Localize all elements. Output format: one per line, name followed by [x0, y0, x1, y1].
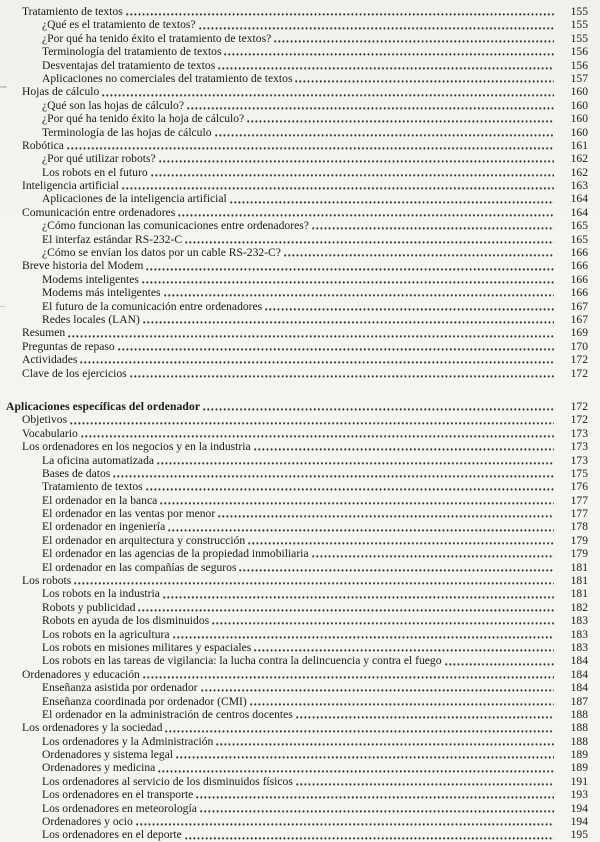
toc-entry	[4, 775, 588, 788]
toc-entry-label: Desventajas del tratamiento de textos	[42, 58, 216, 72]
toc-entry-label: El ordenador en arquitectura y construcción	[42, 533, 246, 547]
dot-leader	[274, 32, 554, 45]
toc-entry-label: Hojas de cálculo	[22, 85, 100, 99]
toc-entry-label: Inteligencia artificial	[22, 179, 119, 193]
dot-leader	[143, 668, 554, 681]
toc-entry-page: 172	[570, 353, 588, 367]
dot-leader	[284, 246, 554, 259]
toc-entry-page: 164	[570, 192, 588, 206]
toc-entry	[4, 494, 588, 507]
toc-entry-label: ¿Por qué ha tenido éxito el tratamiento de textos?	[42, 31, 272, 45]
toc-entry-label: Objetivos	[22, 413, 68, 427]
toc-entry-page: 178	[570, 520, 588, 534]
dot-leader	[158, 761, 554, 774]
dot-leader	[203, 400, 554, 413]
dot-leader	[102, 85, 554, 98]
dot-leader	[118, 340, 554, 353]
toc-entry-label: El ordenador en la administración de centros docentes	[42, 707, 293, 721]
toc-entry-label: Los robots en las tareas de vigilancia: la lucha contra la delincuencia y contra el fuego	[42, 654, 442, 668]
toc-entry-label: Vocabulario	[22, 426, 78, 440]
toc-entry-label: Los ordenadores y la sociedad	[22, 721, 163, 735]
toc-entry-page: 167	[570, 312, 588, 326]
toc-entry-label: Los robots en el futuro	[42, 165, 148, 179]
toc-entry-label: ¿Por qué utilizar robots?	[42, 152, 156, 166]
dot-leader	[146, 480, 554, 493]
toc-entry-page: 188	[570, 734, 588, 748]
toc-entry-page: 188	[570, 707, 588, 721]
dot-leader	[230, 192, 554, 205]
toc-entry-label: Ordenadores y medicina	[42, 761, 156, 775]
toc-entry-label: Robots y publicidad	[42, 600, 136, 614]
dot-leader	[295, 72, 554, 85]
toc-entry-page: 177	[570, 493, 588, 507]
toc-entry-label: Tratamiento de textos	[22, 5, 123, 18]
toc-entry-label: Aplicaciones no comerciales del tratamiento de textos	[42, 71, 293, 85]
toc-entry-page: 183	[570, 614, 588, 628]
toc-entry-page: 188	[570, 721, 588, 735]
toc-entry-page: 173	[570, 440, 588, 454]
toc-entry-page: 155	[570, 5, 588, 18]
toc-entry-label: Los robots	[22, 574, 72, 588]
toc-entry	[4, 628, 588, 641]
toc-entry-label: Los ordenadores en meteorología	[42, 801, 197, 815]
toc-entry-page: 194	[570, 815, 588, 829]
toc-entry-label: Los ordenadores y la Administración	[42, 734, 214, 748]
dot-leader	[67, 139, 554, 152]
toc-entry	[4, 300, 588, 313]
dot-leader	[146, 259, 554, 272]
toc-entry	[4, 587, 588, 600]
dot-leader	[312, 547, 554, 560]
toc-entry	[4, 641, 588, 654]
dot-leader	[215, 126, 555, 139]
toc-entry-page: 177	[570, 507, 588, 521]
dot-leader	[143, 313, 554, 326]
toc-entry-label: La oficina automatizada	[42, 453, 155, 467]
toc-entry-label: Terminología del tratamiento de textos	[42, 45, 222, 59]
toc-entry-page: 169	[570, 326, 588, 340]
toc-entry	[4, 340, 588, 353]
toc-entry-label: ¿Cómo se envían los datos por un cable RS-232-C?	[42, 246, 281, 260]
toc-entry	[4, 286, 588, 299]
toc-entry	[4, 480, 588, 493]
toc-entry	[4, 326, 588, 339]
dot-leader	[296, 775, 554, 788]
toc-entry-page: 156	[570, 45, 588, 59]
toc-entry-label: Enseñanza coordinada por ordenador (CMI)	[42, 694, 247, 708]
toc-entry	[4, 735, 588, 748]
toc-entry-page: 194	[570, 801, 588, 815]
toc-entry-page: 193	[570, 788, 588, 802]
toc-entry	[4, 507, 588, 520]
toc-entry-page: 155	[570, 18, 588, 32]
dot-leader	[250, 695, 554, 708]
toc-entry-page: 176	[570, 480, 588, 494]
toc-entry	[4, 547, 588, 560]
toc-entry-label: Bases de datos	[42, 466, 111, 480]
toc-entry-label: Tratamiento de textos	[42, 480, 143, 494]
dot-leader	[201, 681, 555, 694]
dot-leader	[178, 206, 554, 219]
toc-entry	[4, 59, 588, 72]
dot-leader	[185, 828, 554, 841]
dot-leader	[151, 166, 554, 179]
toc-entry-label: Clave de los ejercicios	[22, 366, 127, 380]
dot-leader	[136, 815, 554, 828]
toc-entry-page: 179	[570, 547, 588, 561]
toc-entry-label: Modems más inteligentes	[42, 286, 161, 300]
toc-entry-page: 184	[570, 667, 588, 681]
toc-entry-label: Breve historia del Modem	[22, 259, 144, 273]
toc-entry-label: ¿Qué es el tratamiento de textos?	[42, 18, 196, 32]
toc-entry-label: El ordenador en las ventas por menor	[42, 507, 216, 521]
dot-leader	[113, 467, 554, 480]
toc-entry-label: Aplicaciones específicas del ordenador	[6, 399, 201, 413]
dot-leader	[445, 654, 555, 667]
toc-entry-label: Los robots en la industria	[42, 587, 160, 601]
toc-entry-label: Los ordenadores al servicio de los disminuidos físicos	[42, 774, 293, 788]
toc-entry	[4, 126, 588, 139]
dot-leader	[160, 494, 554, 507]
dot-leader	[265, 300, 554, 313]
toc-entry	[4, 534, 588, 547]
dot-leader	[173, 628, 555, 641]
toc-entry-page: 173	[570, 453, 588, 467]
toc-entry-page: 173	[570, 426, 588, 440]
toc-entry	[4, 802, 588, 815]
toc-entry-label: Robots en ayuda de los disminuidos	[42, 614, 210, 628]
toc-entry	[4, 166, 588, 179]
toc-entry	[4, 72, 588, 85]
dot-leader	[74, 574, 554, 587]
dot-leader	[200, 802, 554, 815]
toc-entry-page: 160	[570, 125, 588, 139]
toc-entry-label: Enseñanza asistida por ordenador	[42, 681, 198, 695]
toc-entry	[4, 828, 588, 841]
toc-entry	[4, 367, 588, 380]
dot-leader	[164, 286, 555, 299]
dot-leader	[163, 587, 554, 600]
toc-entry	[4, 708, 588, 721]
toc-entry-page: 184	[570, 654, 588, 668]
toc-entry-page: 160	[570, 98, 588, 112]
dot-leader	[81, 427, 554, 440]
toc-entry-page: 195	[570, 828, 588, 842]
toc-entry-label: ¿Qué son las hojas de cálculo?	[42, 98, 184, 112]
toc-entry-page: 183	[570, 640, 588, 654]
toc-entry-page: 165	[570, 219, 588, 233]
toc-entry-label: Los ordenadores en el transporte	[42, 788, 194, 802]
toc-entry	[4, 45, 588, 58]
dot-leader	[80, 353, 554, 366]
dot-leader	[212, 614, 554, 627]
toc-entry-label: Modems inteligentes	[42, 272, 139, 286]
toc-entry-label: Los robots en la agricultura	[42, 627, 170, 641]
toc-entry	[4, 179, 588, 192]
dot-leader	[224, 45, 554, 58]
dot-leader	[312, 219, 554, 232]
toc-entry-label: ¿Cómo funcionan las comunicaciones entre ordenadores?	[42, 219, 309, 233]
toc-entry	[4, 152, 588, 165]
dot-leader	[68, 326, 554, 339]
toc-entry-label: Robótica	[22, 138, 64, 152]
toc-entry-page: 189	[570, 761, 588, 775]
toc-entry-page: 164	[570, 205, 588, 219]
toc-entry-label: El ordenador en ingeniería	[42, 520, 166, 534]
toc-entry	[4, 400, 588, 413]
toc-entry	[4, 413, 588, 426]
toc-entry-page: 172	[570, 413, 588, 427]
toc-entry	[4, 574, 588, 587]
toc-entry	[4, 259, 588, 272]
toc-entry	[4, 206, 588, 219]
toc-entry-page: 172	[570, 366, 588, 380]
dot-leader	[254, 641, 554, 654]
dot-leader	[165, 721, 554, 734]
toc-entry	[4, 32, 588, 45]
toc-entry-page: 167	[570, 299, 588, 313]
toc-entry-label: El futuro de la comunicación entre ordenadores	[42, 299, 263, 313]
dot-leader	[168, 520, 554, 533]
dot-leader	[239, 561, 554, 574]
dot-leader	[130, 367, 554, 380]
toc-entry	[4, 721, 588, 734]
dot-leader	[142, 273, 554, 286]
toc-entry-page: 155	[570, 31, 588, 45]
toc-entry-page: 162	[570, 165, 588, 179]
scan-artifact	[0, 86, 7, 88]
toc-entry-page: 181	[570, 587, 588, 601]
toc-entry-page: 189	[570, 748, 588, 762]
toc-entry-page: 166	[570, 286, 588, 300]
toc-entry-label: Ordenadores y ocio	[42, 815, 133, 829]
toc-entry-label: Preguntas de repaso	[22, 339, 115, 353]
toc-entry-page: 166	[570, 272, 588, 286]
dot-leader	[138, 601, 554, 614]
toc-entry	[4, 454, 588, 467]
dot-leader	[248, 534, 554, 547]
toc-entry	[4, 614, 588, 627]
toc-entry	[4, 99, 588, 112]
toc-entry-label: Resumen	[22, 326, 66, 340]
toc-entry-page: 160	[570, 85, 588, 99]
dot-leader	[199, 18, 554, 31]
toc-entry-label: ¿Por qué ha tenido éxito la hoja de cálculo?	[42, 112, 245, 126]
toc-entry-page: 182	[570, 600, 588, 614]
toc-entry-label: Actividades	[22, 353, 78, 367]
toc-entry-page: 163	[570, 179, 588, 193]
toc-entry-label: El ordenador en la banca	[42, 493, 158, 507]
toc-entry	[4, 681, 588, 694]
toc-entry	[4, 233, 588, 246]
toc-entry-page: 191	[570, 774, 588, 788]
toc-entry-label: El ordenador en las compañías de seguros	[42, 560, 237, 574]
toc-entry-page: 181	[570, 574, 588, 588]
toc-entry	[4, 219, 588, 232]
toc-entry	[4, 561, 588, 574]
toc-entry	[4, 112, 588, 125]
dot-leader	[187, 99, 554, 112]
toc-entry-page: 170	[570, 339, 588, 353]
toc-entry-label: Los ordenadores en el deporte	[42, 828, 182, 842]
toc-entry-label: Ordenadores y educación	[22, 667, 140, 681]
dot-leader	[254, 440, 554, 453]
toc-entry-label: Terminología de las hojas de cálculo	[42, 125, 212, 139]
toc-entry	[4, 815, 588, 828]
toc-entry	[4, 246, 588, 259]
toc-entry	[4, 748, 588, 761]
toc-entry	[4, 668, 588, 681]
toc-entry	[4, 139, 588, 152]
toc-entry-page: 183	[570, 627, 588, 641]
dot-leader	[157, 454, 554, 467]
dot-leader	[122, 179, 554, 192]
toc-entry	[4, 601, 588, 614]
toc-entry-label: El ordenador en las agencias de la propiedad inmobiliaria	[42, 547, 309, 561]
toc-entry-label: Ordenadores y sistema legal	[42, 748, 174, 762]
toc-entry-page: 165	[570, 232, 588, 246]
toc-entry	[4, 85, 588, 98]
toc-entry-page: 181	[570, 560, 588, 574]
dot-leader	[126, 5, 554, 18]
toc-entry-label: Los ordenadores en los negocios y en la industria	[22, 440, 251, 454]
toc-entry	[4, 353, 588, 366]
toc-entry-label: Comunicación entre ordenadores	[22, 205, 176, 219]
dot-leader	[176, 748, 554, 761]
toc-entry-page: 187	[570, 694, 588, 708]
toc-entry	[4, 654, 588, 667]
toc-entry-page: 161	[570, 138, 588, 152]
toc-entry-label: Aplicaciones de la inteligencia artificial	[42, 192, 227, 206]
toc-entry-label: El interfaz estándar RS-232-C	[42, 232, 183, 246]
toc-entry	[4, 520, 588, 533]
toc-entry-page: 157	[570, 71, 588, 85]
dot-leader	[159, 152, 554, 165]
toc-entry	[4, 761, 588, 774]
toc-entry-page: 179	[570, 533, 588, 547]
toc-entry	[4, 5, 588, 18]
toc-entry	[4, 695, 588, 708]
toc-entry-page: 166	[570, 259, 588, 273]
dot-leader	[196, 788, 554, 801]
toc-entry-page: 160	[570, 112, 588, 126]
toc-entry	[4, 18, 588, 31]
toc-entry-page: 172	[570, 399, 588, 413]
toc-entry	[4, 788, 588, 801]
toc-entry	[4, 467, 588, 480]
toc-entry-label: Los robots en misiones militares y espaciales	[42, 640, 252, 654]
dot-leader	[296, 708, 554, 721]
dot-leader	[216, 735, 554, 748]
toc-entry-label: Redes locales (LAN)	[42, 312, 140, 326]
toc-entry-page: 156	[570, 58, 588, 72]
dot-leader	[218, 507, 554, 520]
toc-entry	[4, 192, 588, 205]
dot-leader	[218, 59, 554, 72]
toc-entry-page: 166	[570, 246, 588, 260]
dot-leader	[70, 413, 554, 426]
dot-leader	[247, 112, 554, 125]
dot-leader	[185, 233, 554, 246]
toc-entry	[4, 427, 588, 440]
toc-entry	[4, 440, 588, 453]
toc-entry-page: 175	[570, 466, 588, 480]
toc-list	[4, 5, 588, 842]
toc-entry-page: 162	[570, 152, 588, 166]
toc-entry	[4, 273, 588, 286]
toc-entry	[4, 313, 588, 326]
toc-entry-page: 184	[570, 681, 588, 695]
